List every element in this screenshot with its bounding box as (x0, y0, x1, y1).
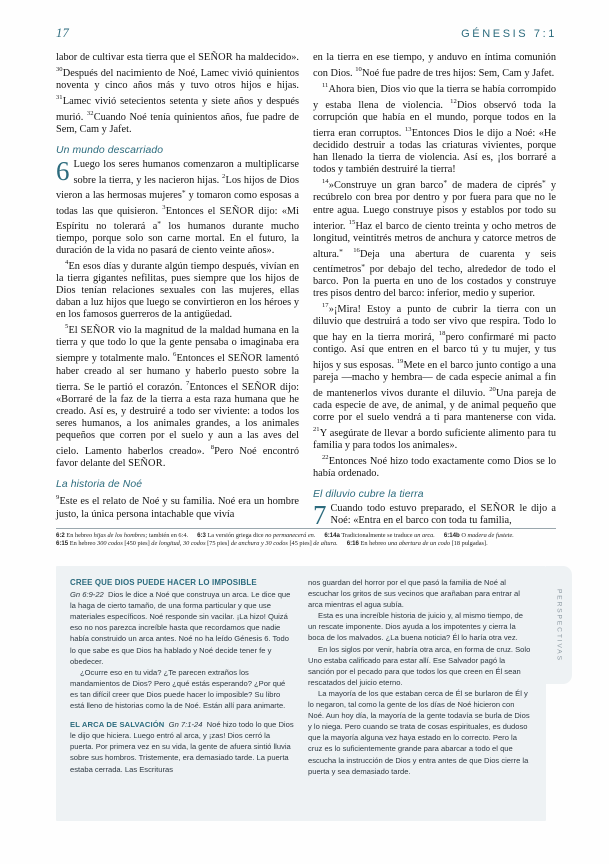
perspectivas-panel (56, 566, 563, 821)
verse-paragraph: $^{17}$»¡Mira! Estoy a punto de cubrir la tierra con un diluvio que destruirá a todo ser vivo que respira. Todo lo que hay en la tierra morirá, $^{18}$pero confirmaré mi pacto contigo. Así que entren en el barco tú y tu mujer, y tus hijos y sus esposas. $^{19}$Mete en el barco junto contigo a una pareja —macho y hembra— de cada especie animal a fin de mantenerlos vivos durante el diluvio. $^{20}$Una pareja de cada especie de ave, de animal, y de animal pequeño que corre por el suelo vendrá a ti para mantenerse con vida. $^{21}$Y asegúrate de llevar a bordo suficiente alimento para tu familia y para todos los animales». (313, 301, 557, 452)
footnote-line: 6:15 En hebreo 300 codos [450 pies] de longitud, 30 codos [75 pies] de anchura y 30 codos [45 pies] de altura. 6:16 En hebreo una abertura de un codo [18 pulgadas]. (56, 540, 488, 548)
chapter-opening-paragraph (313, 500, 557, 530)
verse-paragraph: en la tierra en ese tiempo, y anduvo en íntima comunión con Dios. $^{10}$Noé fue padre de tres hijos: Sem, Cam y Jafet. (313, 52, 556, 80)
scripture-column-left (56, 52, 299, 522)
verse-paragraph: $^9$Este es el relato de Noé y su familia. Noé era un hombre justo, la única persona intachable que vivía (56, 494, 299, 520)
scripture-reference: Gn 7:1-24 (168, 720, 203, 730)
perspectivas-tab (546, 566, 572, 684)
perspectivas-paragraph: En los siglos por venir, habría otra arca, en forma de cruz. Solo Uno estaba calificado para estar allí. Ese Salvador pagó la sanción por el pecado para que todos los que creen en Él sean rescatados del juicio eterno. (308, 644, 531, 687)
chapter-number-6: 6 (56, 155, 70, 186)
footnotes-block (56, 528, 556, 549)
chapter-opening-paragraph (56, 155, 299, 257)
perspectivas-column-right (308, 577, 532, 811)
perspectivas-paragraph: La mayoría de los que estaban cerca de Él se burlaron de Él y lo negaron, tal como la gente de los días de Noé hicieron con Noé. Aun hoy día, la mayoría de la gente todavía se burla de Dios y lo niega. Pero cuando se trata de cosas espirituales, es dudoso que la mayoría alguna vez haya estado en lo correcto. Pero la cruz es lo suficientemente grande para abarcar a todo el que escucha la instrucción de Dios y entra antes de que Dios cierre la puerta y sea demasiado tarde. (308, 688, 530, 776)
perspectivas-tab-label: PERSPECTIVAS (555, 588, 563, 662)
running-head (56, 26, 557, 42)
section-heading-la-historia-de-noe: La historia de Noé (56, 478, 143, 490)
page-folio: 17 (56, 26, 69, 40)
verse-paragraph: $^{11}$Ahora bien, Dios vio que la tierra se había corrompido y estaba llena de violencia. $^{12}$Dios observó toda la corrupción que había en el mundo, porque todos en la tierra eran corruptos. $^{13}$Entonces Dios le dijo a Noé: «He decidido destruir a todas las criaturas vivientes, porque han llenado la tierra de violencia. Así es, ¡los borraré a todos y también destruiré la tierra! (313, 82, 556, 176)
scripture-body (56, 52, 557, 530)
scripture-reference: Gn 6:9-22 (70, 590, 104, 600)
paragraph-text: Noé hizo todo lo que Dios le dijo que hiciera. Luego entró al arca, y ¡zas! Dios cerró la puerta. Por primera vez en su vida, la gente de afuera sintió lluvia sobre sus hombros. Tristemente, era demasiado tarde. La puerta estaba cerrada. Las Escrituras (70, 720, 294, 774)
verse-paragraph: $^5$El SEÑOR vio la magnitud de la maldad humana en la tierra y que todo lo que la gente pensaba o imaginaba era siempre y totalmente malo. $^6$Entonces el SEÑOR lamentó haber creado al ser humano y haberlo puesto sobre la tierra. Se le partió el corazón. $^7$Entonces el SEÑOR dijo: «Borraré de la faz de la tierra a esta raza humana que he creado. Así es, y destruiré a todo ser viviente: a todos los seres humanos, a los animales grandes, a los animales pequeños que corren por el suelo y aun a las aves del cielo. Lamento haberlos creado». $^8$Pero Noé encontró favor delante del SEÑOR. (56, 323, 299, 469)
verse-text: Luego los seres humanos comenzaron a multiplicarse sobre la tierra, y les nacieron hijas. $^2$Los hijos de Dios vieron a las hermosas mujeres* y tomaron como esposas a todas las que quisieron. $^3$Entonces el SEÑOR dijo: «Mi Espíritu no tolerará a* los humanos durante mucho tiempo, porque solo son carne mortal. En el futuro, la duración de la vida no pasará de ciento veinte años». (56, 158, 299, 257)
paragraph-text: Dios le dice a Noé que construya un arca. Le dice que la haga de cierto tamaño, de una forma particular y que use materiales específicos. Noé responde sin vacilar. ¡La hizo! Quizá eso no nos parezca increíble hasta que recordamos que nadie había construido un arca antes. Noé no ha leído Génesis 6. Todo lo que sabe es que Dios ha hablado y Noé decide tener fe y obedecer. (70, 590, 291, 666)
perspectivas-subheading: EL ARCA DE SALVACIÓN (70, 720, 165, 730)
chapter-number-7: 7 (313, 500, 327, 530)
perspectivas-paragraph: nos guardan del horror por el que pasó la familia de Noé al escuchar los gritos de sus vecinos que arañaban para entrar al arca mientras el agua subía. (308, 578, 520, 610)
section-heading-el-diluvio-cubre-la-tierra: El diluvio cubre la tierra (313, 489, 424, 501)
perspectivas-paragraph (70, 589, 294, 667)
verse-paragraph: $^4$En esos días y durante algún tiempo después, vivían en la tierra gigantes nefilitas, pues siempre que los hijos de Dios tenían relaciones sexuales con las mujeres, ellas daban a luz hijos que luego se convirtieron en los héroes y en los famosos guerreros de la antigüedad. (56, 259, 299, 321)
perspectivas-paragraph: ¿Ocurre eso en tu vida? ¿Te parecen extraños los mandamientos de Dios? Pero ¿qué estás esperando? ¿Por qué es tan difícil creer que Dios puede hacer lo imposible? Su libro está lleno de historias como la de Noé. Están allí para animarte. (70, 667, 286, 711)
scripture-column-right (313, 52, 557, 530)
verse-paragraph: labor de cultivar esta tierra que el SEÑOR ha maldecido». $^{30}$Después del nacimiento de Noé, Lamec vivió quinientos noventa y cinco años más y tuvo otros hijos e hijas. $^{31}$Lamec vivió setecientos setenta y siete años y después murió. $^{32}$Cuando Noé tenía quinientos años, fue padre de Sem, Cam y Jafet. (56, 52, 299, 136)
perspectivas-paragraph (70, 719, 294, 774)
perspectivas-paragraph: Esta es una increíble historia de juicio y, al mismo tiempo, de un rescate imponente. Dios ayuda a los impotentes y cierra la boca de los malvados. ¿La buena noticia? Él lo haría otra vez. (308, 611, 523, 643)
book-chapter-reference: GÉNESIS 7:1 (461, 28, 557, 40)
perspectivas-title: CREE QUE DIOS PUEDE HACER LO IMPOSIBLE (70, 578, 257, 587)
section-heading-un-mundo-descarriado: Un mundo descarriado (56, 145, 164, 157)
perspectivas-columns (70, 577, 532, 811)
verse-paragraph: $^{14}$»Construye un gran barco* de madera de ciprés* y recúbrelo con brea por dentro y por fuera para que no le entre agua. Luego construye pisos y establos por todo su interior. $^{15}$Haz el barco de ciento treinta y ocho metros de longitud, veintitrés metros de anchura y catorce metros de altura.* $^{16}$Deja una abertura de cuarenta y seis centímetros* por debajo del techo, alrededor de todo el barco. Pon la puerta en uno de los costados y construye tres pisos dentro del barco: inferior, medio y superior. (313, 178, 557, 299)
perspectivas-column-left (70, 577, 294, 811)
footnote-line: 6:2 En hebreo hijas de los hombres; también en 6:4. 6:3 La versión griega dice no permanecerá en. 6:14a Tradicionalmente se traduce un arca. 6:14b O madera de fustete. (56, 532, 514, 539)
verse-paragraph: $^{22}$Entonces Noé hizo todo exactamente como Dios se lo había ordenado. (313, 454, 556, 480)
verse-text: Cuando todo estuvo preparado, el SEÑOR le dijo a Noé: «Entra en el barco con toda tu familia, (330, 503, 557, 527)
